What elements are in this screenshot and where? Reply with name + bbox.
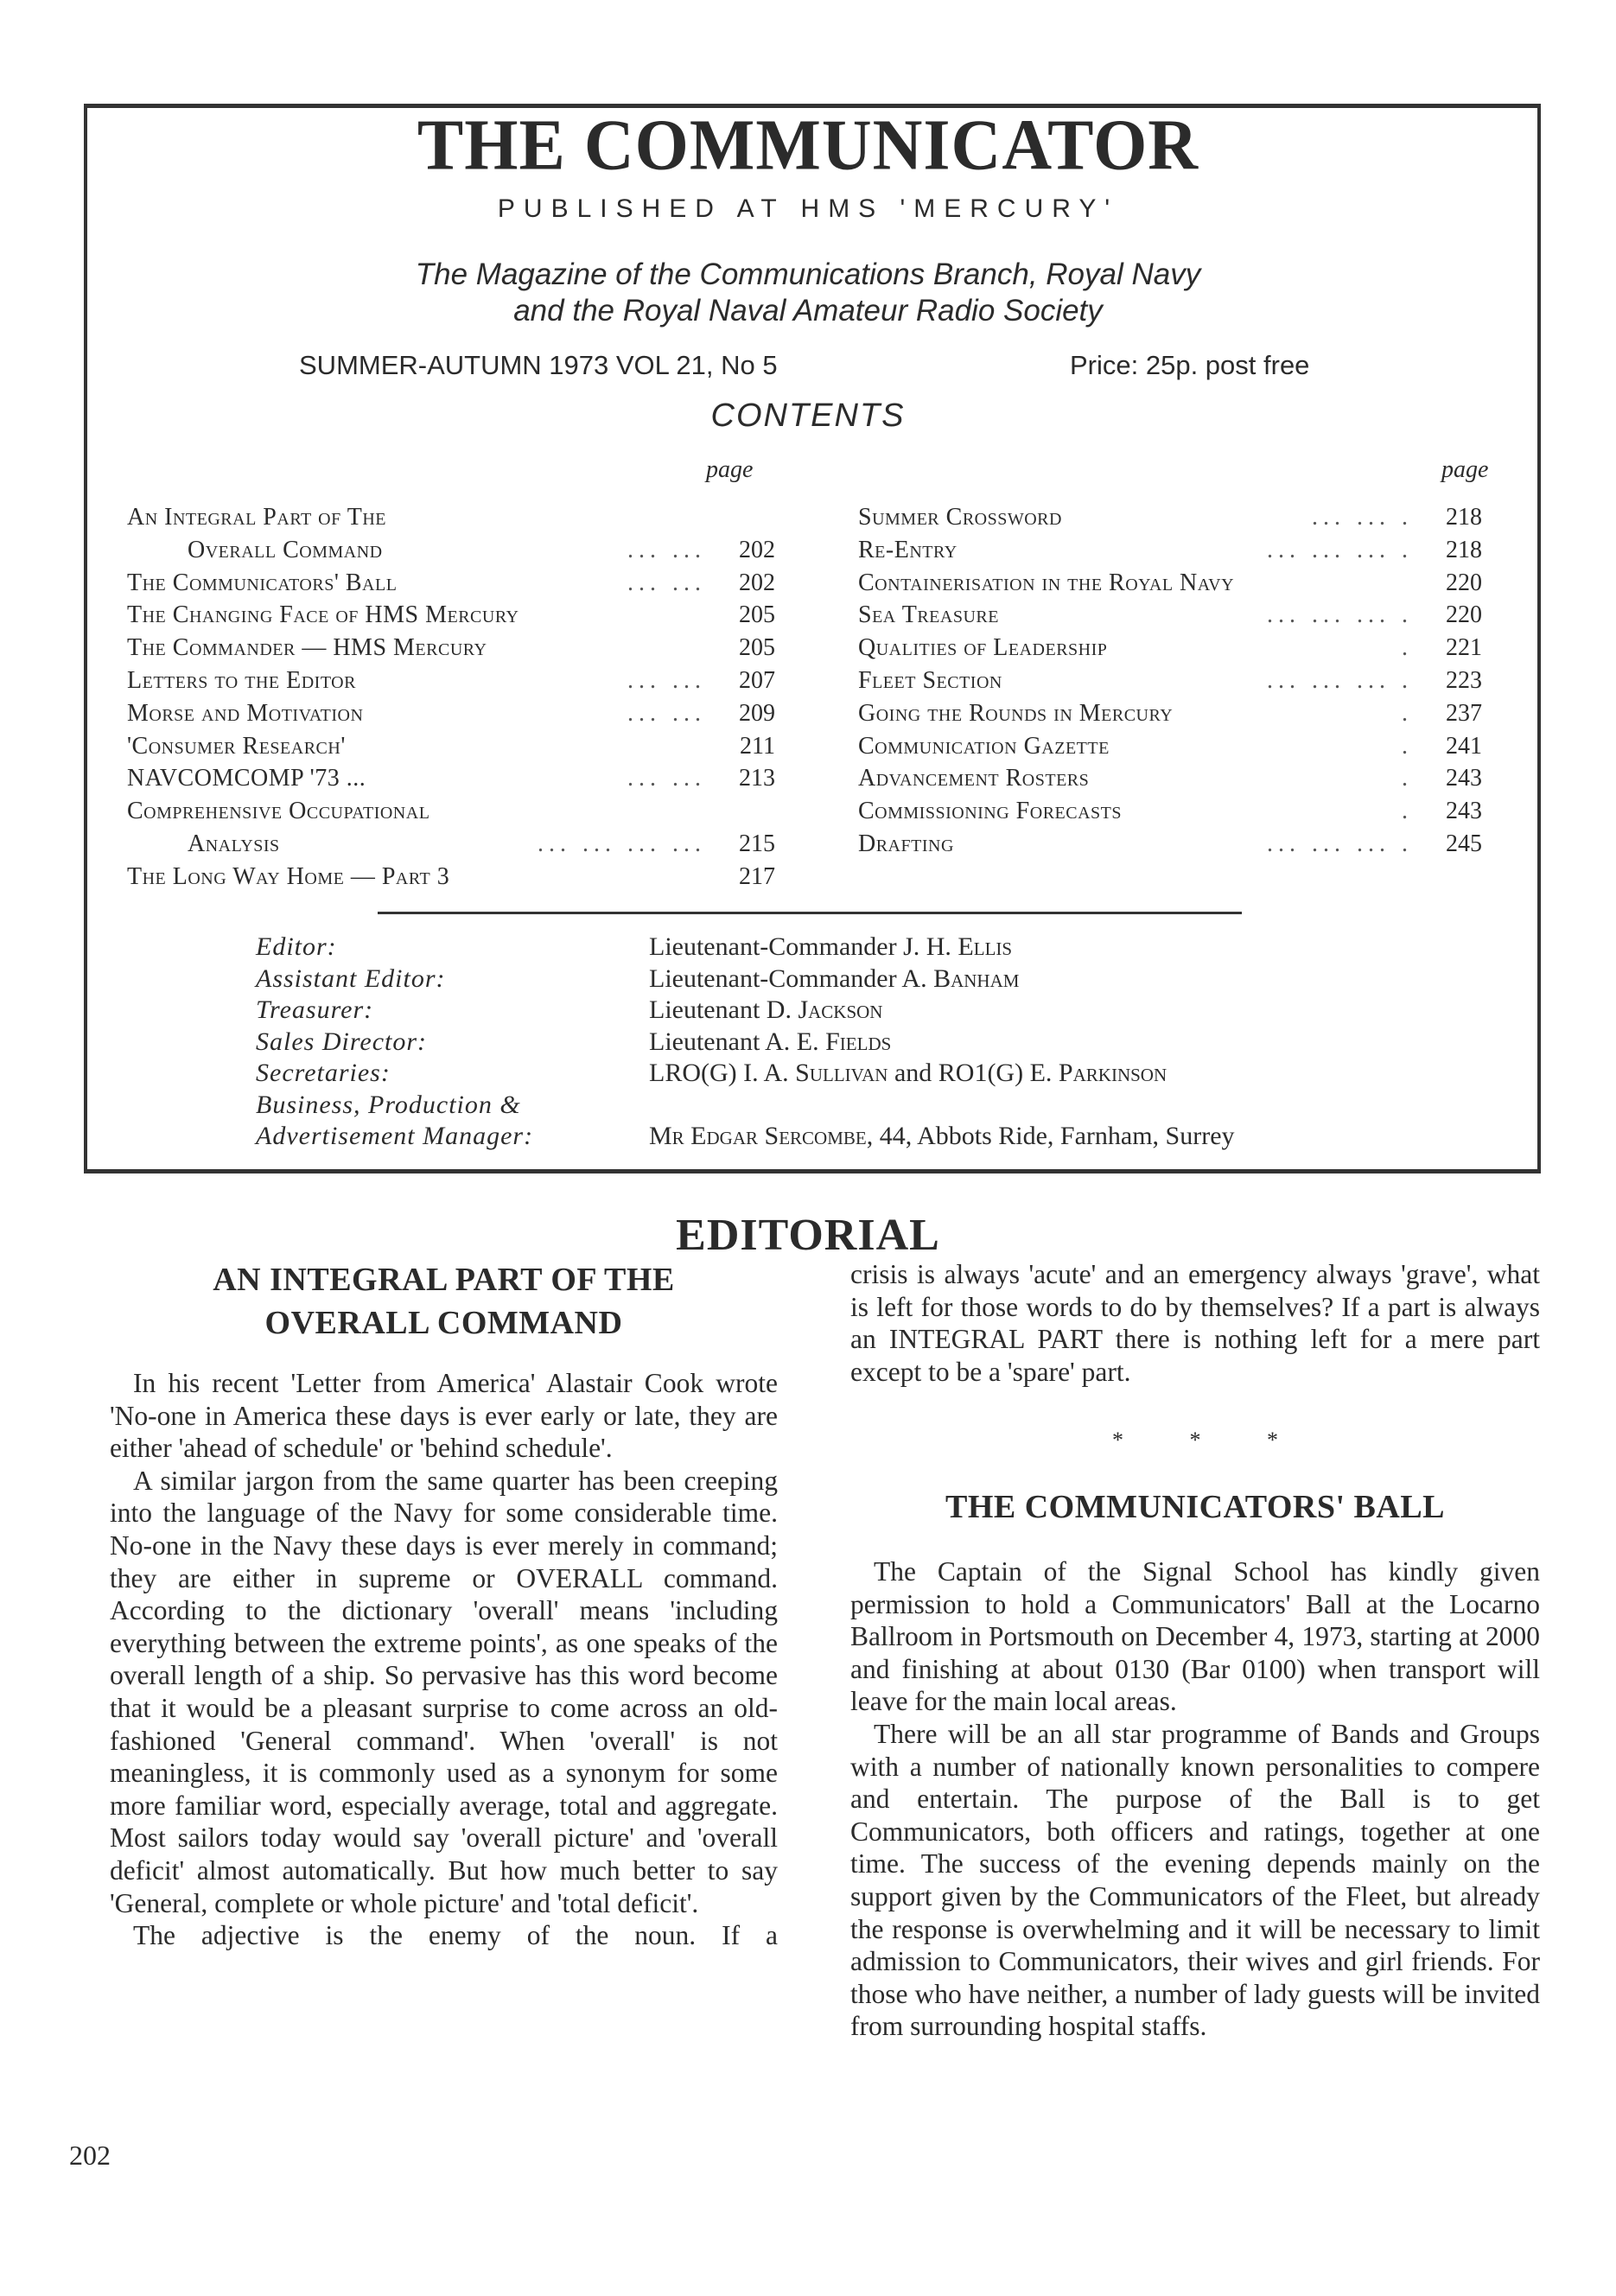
contents-entry-title: Overall Command bbox=[188, 536, 383, 563]
contents-entry-page: 218 bbox=[1446, 536, 1482, 563]
contents-entry bbox=[858, 501, 1482, 534]
contents-list-left bbox=[127, 501, 775, 894]
staff-surname: Fields bbox=[825, 1027, 892, 1056]
contents-entry-title: Morse and Motivation bbox=[127, 699, 364, 727]
contents-entry-leader: . bbox=[1402, 798, 1413, 825]
contents-entry bbox=[127, 632, 775, 665]
staff-name bbox=[649, 1121, 1235, 1153]
contents-entry-leader: ... ... ... . bbox=[1267, 830, 1413, 857]
contents-entry-title: Summer Crossword bbox=[858, 504, 1062, 531]
magazine-tagline bbox=[0, 257, 1616, 329]
contents-entry bbox=[858, 534, 1482, 567]
staff-name bbox=[649, 995, 882, 1027]
contents-entry-leader: ... ... ... ... bbox=[538, 830, 706, 857]
contents-entry-leader: ... ... bbox=[627, 569, 706, 596]
contents-entry-title: Letters to the Editor bbox=[127, 666, 356, 694]
contents-entry-page: 202 bbox=[739, 569, 775, 596]
staff-surname: Mr Edgar Sercombe bbox=[649, 1122, 867, 1150]
contents-entry-leader: ... ... bbox=[627, 699, 706, 727]
contents-entry-leader: ... ... ... . bbox=[1267, 601, 1413, 629]
contents-entry-leader: . bbox=[1402, 634, 1413, 662]
contents-entry bbox=[127, 795, 775, 828]
staff-name bbox=[649, 932, 1012, 964]
staff-name-part: Lieutenant A. E. bbox=[649, 1027, 826, 1056]
contents-entry bbox=[858, 762, 1482, 795]
staff-name bbox=[649, 1058, 1167, 1090]
contents-entry bbox=[127, 861, 775, 894]
contents-entry-leader: . bbox=[1402, 699, 1413, 727]
contents-entry-title: 'Consumer Research' bbox=[127, 732, 346, 760]
published-line: PUBLISHED AT HMS 'MERCURY' bbox=[497, 194, 1119, 223]
contents-entry-title: Re-Entry bbox=[858, 536, 958, 563]
contents-entry-page: 213 bbox=[739, 765, 775, 792]
contents-entry-title: The Changing Face of HMS Mercury bbox=[127, 601, 519, 629]
staff-role: Advertisement Manager: bbox=[256, 1122, 534, 1150]
staff-role: Business, Production & bbox=[256, 1090, 521, 1119]
contents-entry bbox=[858, 828, 1482, 861]
contents-entry-page: 205 bbox=[739, 634, 775, 662]
price-info: Price: 25p. post free bbox=[1070, 350, 1310, 380]
contents-entry bbox=[858, 697, 1482, 730]
contents-entry-title: An Integral Part of The bbox=[127, 504, 387, 531]
contents-entry bbox=[858, 567, 1482, 600]
contents-entry-page: 220 bbox=[1446, 601, 1482, 629]
page-number: 202 bbox=[69, 2140, 111, 2171]
tagline-line-1: The Magazine of the Communications Branch, Royal Navy bbox=[415, 258, 1201, 291]
contents-entry-title: Comprehensive Occupational bbox=[127, 798, 430, 825]
staff-role: Treasurer: bbox=[256, 995, 374, 1024]
staff-role: Secretaries: bbox=[256, 1059, 391, 1087]
contents-entry-page: 243 bbox=[1446, 765, 1482, 792]
paragraph: In his recent 'Letter from America' Alastair Cook wrote 'No-one in America these days is ever early or late, they are either 'ahead of schedule' or 'behind schedule'. bbox=[110, 1368, 778, 1464]
contents-entry-title: Containerisation in the Royal Navy bbox=[858, 569, 1235, 596]
page-column-label-left: page bbox=[706, 456, 754, 483]
staff-surname: Parkinson bbox=[1058, 1059, 1167, 1087]
staff-name-part: Lieutenant-Commander A. bbox=[649, 964, 934, 993]
article-title-communicators-ball: THE COMMUNICATORS' BALL bbox=[945, 1489, 1446, 1525]
contents-entry-page: 221 bbox=[1446, 634, 1482, 662]
staff-surname: Ellis bbox=[958, 932, 1013, 961]
staff-role: Editor: bbox=[256, 932, 337, 961]
contents-entry-leader: ... ... . bbox=[1312, 504, 1413, 531]
contents-entry-leader: . bbox=[1402, 732, 1413, 760]
contents-entry bbox=[127, 567, 775, 600]
paragraph: crisis is always 'acute' and an emergency always 'grave', what is left for those words to do by themselves? If a part is always an INTEGRAL PART there is nothing left for a mere part except to be a 'spare' part. bbox=[850, 1259, 1540, 1387]
contents-entry-leader: ... ... bbox=[627, 536, 706, 563]
contents-entry bbox=[127, 665, 775, 697]
staff-list bbox=[256, 932, 1517, 1165]
contents-entry bbox=[127, 697, 775, 730]
staff-name-part: Lieutenant D. bbox=[649, 995, 798, 1024]
contents-entry-page: 202 bbox=[739, 536, 775, 563]
contents-entry bbox=[127, 828, 775, 861]
paragraph: The adjective is the enemy of the noun. If a bbox=[133, 1920, 778, 1951]
tagline-line-2: and the Royal Naval Amateur Radio Society bbox=[513, 294, 1103, 328]
contents-entry-title: Communication Gazette bbox=[858, 732, 1110, 760]
editorial-left-column bbox=[110, 1367, 778, 1952]
contents-entry-leader: ... ... bbox=[627, 765, 706, 792]
contents-entry-title: The Communicators' Ball bbox=[127, 569, 398, 596]
contents-entry-page: 245 bbox=[1446, 830, 1482, 857]
contents-entry-page: 237 bbox=[1446, 699, 1482, 727]
article-title-line-1: AN INTEGRAL PART OF THE bbox=[213, 1262, 675, 1298]
contents-entry-leader: . bbox=[1402, 765, 1413, 792]
contents-entry-page: 215 bbox=[739, 830, 775, 857]
contents-entry-title: Commissioning Forecasts bbox=[858, 798, 1123, 825]
contents-entry-page: 220 bbox=[1446, 569, 1482, 596]
contents-entry-leader: ... ... bbox=[627, 666, 706, 694]
contents-entry bbox=[127, 730, 775, 763]
staff-name-part: , 44, Abbots Ride, Farnham, Surrey bbox=[866, 1122, 1235, 1150]
contents-list-right bbox=[858, 501, 1482, 861]
contents-entry-leader: ... ... ... . bbox=[1267, 666, 1413, 694]
contents-entry-page: 217 bbox=[739, 862, 775, 890]
contents-entry-page: 218 bbox=[1446, 504, 1482, 531]
contents-entry-title: The Commander — HMS Mercury bbox=[127, 634, 487, 662]
contents-entry bbox=[127, 599, 775, 632]
contents-entry-title: The Long Way Home — Part 3 bbox=[127, 862, 450, 890]
editorial-right-column-continued bbox=[850, 1258, 1540, 1388]
staff-name-part: and RO1(G) E. bbox=[888, 1059, 1059, 1087]
contents-entry-leader: ... ... ... . bbox=[1267, 536, 1413, 563]
article-title-integral-part bbox=[110, 1258, 778, 1345]
staff-surname: Sullivan bbox=[795, 1059, 888, 1087]
contents-entry-title: Sea Treasure bbox=[858, 601, 999, 629]
contents-entry bbox=[858, 599, 1482, 632]
contents-entry-title: Going the Rounds in Mercury bbox=[858, 699, 1174, 727]
staff-role: Sales Director: bbox=[256, 1027, 428, 1056]
contents-entry-title: Analysis bbox=[188, 830, 280, 857]
contents-entry-title: Advancement Rosters bbox=[858, 765, 1090, 792]
page-column-label-right: page bbox=[1441, 456, 1489, 483]
article-title-line-2: OVERALL COMMAND bbox=[264, 1305, 623, 1341]
contents-entry bbox=[127, 501, 775, 534]
paragraph: A similar jargon from the same quarter has been creeping into the language of the Navy for some considerable time. No-one in the Navy these days is ever merely in command; they are either in supreme or OVERALL command. According to the dictionary 'overall' means 'including everything between the extreme points', as one speaks of the overall length of a ship. So pervasive has this word become that it would be a pleasant surprise to come across an old-fashioned 'General command'. When 'overall' is not meaningless, it is commonly used as a synonym for some more familiar word, especially average, total and aggregate. Most sailors today would say 'overall picture' and 'overall deficit' almost automatically. But how much better to say 'General, complete or whole picture' and 'total deficit'. bbox=[110, 1465, 778, 1918]
contents-entry bbox=[858, 730, 1482, 763]
staff-name bbox=[649, 1027, 891, 1059]
paragraph: There will be an all star programme of Bands and Groups with a number of nationally known personalities to compere and entertain. The purpose of the Ball is to get Communicators, both officers and ratings, together at one time. The success of the evening depends mainly on the support given by the Communicators of the Fleet, but already the response is overwhelming and it will be necessary to limit admission to Communicators, their wives and girl friends. For those who have neither, a number of lady guests will be invited from surrounding hospital staffs. bbox=[850, 1718, 1540, 2042]
contents-entry bbox=[858, 795, 1482, 828]
contents-entry-page: 207 bbox=[739, 666, 775, 694]
contents-entry bbox=[127, 534, 775, 567]
staff-name bbox=[649, 964, 1019, 995]
contents-heading: CONTENTS bbox=[710, 398, 906, 434]
contents-entry-page: 243 bbox=[1446, 798, 1482, 825]
contents-entry-page: 241 bbox=[1446, 732, 1482, 760]
contents-entry-title: Qualities of Leadership bbox=[858, 634, 1108, 662]
contents-entry bbox=[127, 762, 775, 795]
contents-entry-page: 211 bbox=[740, 732, 775, 760]
contents-entry-page: 205 bbox=[739, 601, 775, 629]
contents-entry-title: NAVCOMCOMP '73 ... bbox=[127, 765, 366, 792]
editorial-heading: EDITORIAL bbox=[676, 1211, 940, 1260]
staff-surname: Jackson bbox=[798, 995, 883, 1024]
contents-entry-page: 209 bbox=[739, 699, 775, 727]
staff-role: Assistant Editor: bbox=[256, 964, 446, 993]
contents-entry-page: 223 bbox=[1446, 666, 1482, 694]
section-separator: * * * bbox=[1112, 1428, 1278, 1453]
staff-surname: Banham bbox=[933, 964, 1020, 993]
contents-entry-title: Fleet Section bbox=[858, 666, 1002, 694]
paragraph: The Captain of the Signal School has kindly given permission to hold a Communicators' Ball at the Locarno Ballroom in Portsmouth on December 4, 1973, starting at 2000 and finishing at about 0130 (Bar 0100) when transport will leave for the main local areas. bbox=[850, 1556, 1540, 1717]
staff-divider bbox=[378, 912, 1242, 914]
contents-entry bbox=[858, 632, 1482, 665]
contents-entry-title: Drafting bbox=[858, 830, 954, 857]
staff-name-part: Lieutenant-Commander J. H. bbox=[649, 932, 958, 961]
contents-entry bbox=[858, 665, 1482, 697]
communicators-ball-text bbox=[850, 1555, 1540, 2043]
staff-name-part: LRO(G) I. A. bbox=[649, 1059, 796, 1087]
magazine-title: THE COMMUNICATOR bbox=[417, 105, 1199, 186]
issue-info: SUMMER-AUTUMN 1973 VOL 21, No 5 bbox=[299, 350, 778, 380]
